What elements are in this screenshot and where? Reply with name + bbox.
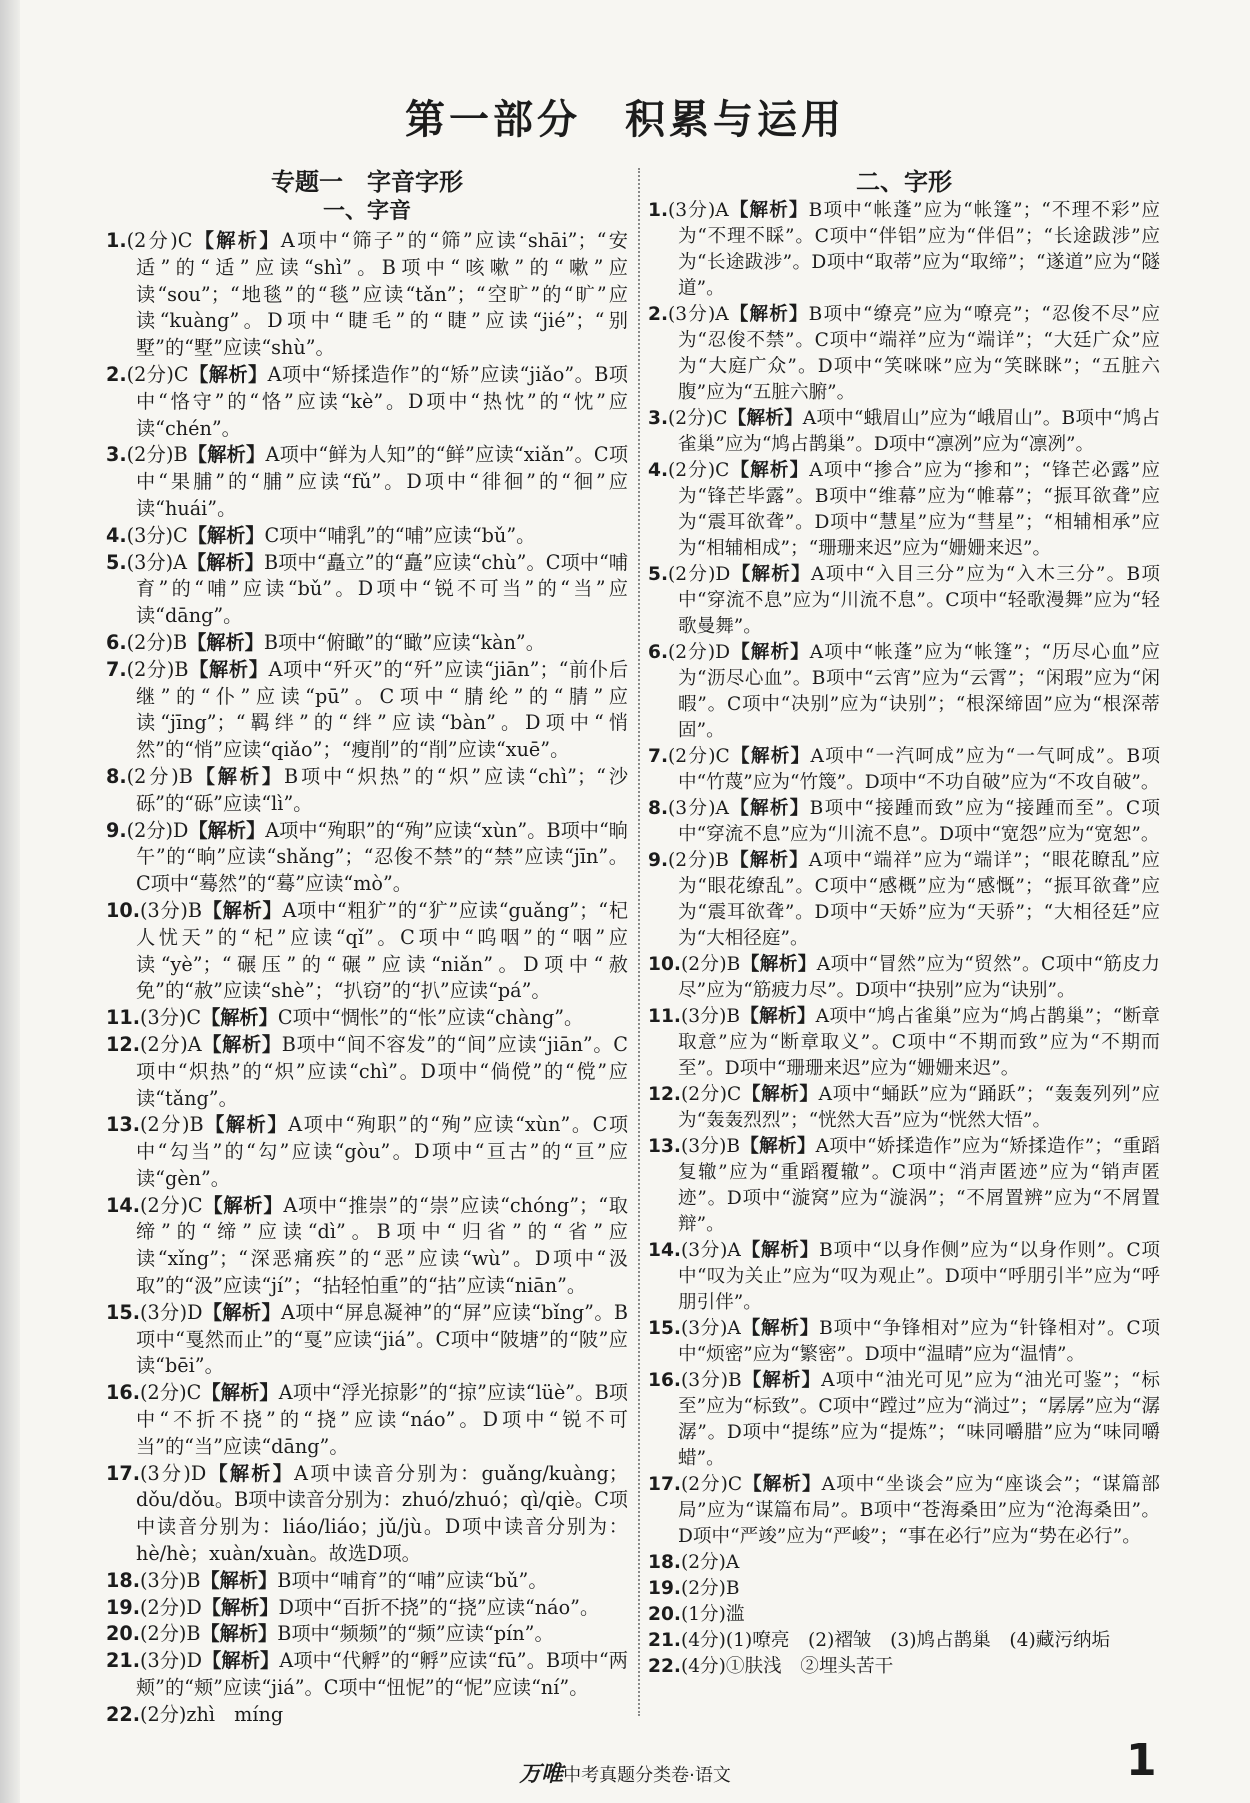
answer-item: [648, 458, 1160, 562]
answer-number: 12.: [648, 1084, 681, 1105]
answer-number: 18.: [648, 1552, 681, 1573]
analysis-text: B项中“频频”的“频”应读“pín”。: [277, 1622, 554, 1646]
analysis-text: A项中“歼灭”的“歼”应读“jiān”；“前仆后继”的“仆”应读“pū”。C项中“腈纶”的“腈”应读“jīng”；“羁绊”的“绊”应读“bàn”。D项中“悄然”的“悄”应读“qiǎo”；“瘦削”的“削”应读“xuē”。: [136, 657, 629, 762]
answer-number: 20.: [648, 1604, 681, 1625]
answer-item: [648, 1004, 1160, 1082]
answer-item: [648, 1576, 1160, 1602]
analysis-text: B项中“帐蓬”应为“帐篷”；“不理不彩”应为“不理不睬”。C项中“伴铝”应为“伴侣”；“长途跋涉”应为“长途跋涉”。D项中“取蒂”应为“取缔”；“遂道”应为“隧道”。: [678, 200, 1160, 299]
analysis-text: A项中“坐谈会”应为“座谈会”；“谋篇部局”应为“谋篇布局”。B项中“苍海桑田”应为“沧海桑田”。D项中“严竣”应为“严峻”；“事在必行”应为“势在必行”。: [678, 1474, 1160, 1547]
answer-item: [648, 1238, 1160, 1316]
analysis-tag: 【解析】: [192, 764, 284, 788]
answer-score: (2分)B: [680, 954, 741, 975]
answer-number: 17.: [648, 1474, 681, 1495]
analysis-tag: 【解析】: [741, 1370, 822, 1391]
analysis-text: B项中“炽热”的“炽”应读“chì”；“沙砾”的“砾”应读“lì”。: [136, 764, 629, 815]
answer-item: [648, 952, 1160, 1004]
answer-score: (3分)A: [668, 200, 729, 221]
answer-item: [106, 1005, 628, 1032]
answer-score: (2分)B: [126, 764, 193, 788]
answer-item: [648, 1550, 1160, 1576]
answer-item: [106, 1112, 628, 1192]
analysis-text: A项中“蛾眉山”应为“峨眉山”。B项中“鸠占雀巢”应为“鸠占鹊巢”。D项中“凛冽”应为“凛冽”。: [678, 408, 1160, 455]
analysis-text: A项中“筛子”的“筛”应读“shāi”；“安适”的“适”应读“shì”。B项中“咳嗽”的“嗽”应读“sou”；“地毯”的“毯”应读“tǎn”；“空旷”的“旷”应读“kuàng”。D项中“睫毛”的“睫”应读“jié”；“别墅”的“墅”应读“shù”。: [136, 229, 628, 360]
analysis-tag: 【解析】: [188, 818, 266, 842]
analysis-tag: 【解析】: [740, 954, 817, 975]
answer-number: 1.: [106, 229, 127, 252]
analysis-text: B项中“争锋相对”应为“针锋相对”。C项中“烦密”应为“繁密”。D项中“温晴”应为“温情”。: [678, 1318, 1160, 1365]
answer-number: 5.: [106, 550, 127, 574]
answer-item: [648, 198, 1160, 302]
analysis-tag: 【解析】: [206, 1461, 295, 1485]
answer-score: (2分)D: [140, 1595, 202, 1619]
footer-text: 中考真题分类卷·语文: [563, 1765, 731, 1786]
analysis-text: B项中“以身作侧”应为“以身作则”。C项中“叹为关止”应为“叹为观止”。D项中“呼朋引半”应为“呼朋引伴”。: [678, 1240, 1160, 1313]
answer-number: 16.: [648, 1370, 681, 1391]
analysis-text: C项中“惆怅”的“怅”应读“chàng”。: [277, 1006, 584, 1030]
answer-score: (2分)B: [680, 1578, 740, 1599]
answer-number: 1.: [648, 200, 669, 221]
analysis-tag: 【解析】: [729, 746, 811, 767]
answer-number: 13.: [106, 1113, 140, 1137]
analysis-text: A项中“蛹跃”应为“踊跃”；“轰轰列列”应为“轰轰烈烈”；“恍然大吾”应为“恍然大悟”。: [678, 1084, 1160, 1131]
analysis-tag: 【解析】: [728, 850, 809, 871]
analysis-text: A项中“一汽呵成”应为“一气呵成”。B项中“竹蔑”应为“竹篾”。D项中“不功自破”应为“不攻自破”。: [678, 746, 1160, 793]
analysis-tag: 【解析】: [201, 1032, 282, 1056]
analysis-tag: 【解析】: [186, 550, 264, 574]
analysis-text: C项中“哺乳”的“哺”应读“bǔ”。: [264, 523, 536, 547]
answer-score: (3分)D: [140, 1300, 203, 1324]
answer-score: (2分)C: [140, 1381, 202, 1405]
answer-score: (1分)滥: [680, 1604, 745, 1625]
analysis-text: B项中“接踵而致”应为“接踵而至”。C项中“穿流不息”应为“川流不息”。D项中“宽怨”应为“宽恕”。: [678, 798, 1160, 845]
answer-score: (3分)A: [668, 304, 729, 325]
answer-item: [648, 640, 1160, 744]
analysis-text: B项中“间不容发”的“间”应读“jiān”。C项中“炽热”的“炽”应读“chì”。D项中“倘傥”的“傥”应读“tǎng”。: [136, 1032, 628, 1110]
analysis-tag: 【解析】: [202, 1300, 281, 1324]
answer-number: 7.: [106, 657, 127, 681]
analysis-text: A项中“鸠占雀巢”应为“鸠占鹊巢”；“断章取意”应为“断章取义”。C项中“不期而致”应为“不期而至”。D项中“珊珊来迟”应为“姗姗来迟”。: [678, 1006, 1160, 1079]
answer-score: (2分)B: [126, 443, 188, 467]
answer-item: [648, 406, 1160, 458]
answer-score: (2分)C: [668, 408, 728, 429]
analysis-tag: 【解析】: [742, 1474, 822, 1495]
answer-number: 8.: [106, 764, 127, 788]
answer-score: (3分)A: [680, 1240, 741, 1261]
analysis-text: A项中“屏息凝神”的“屏”应读“bǐng”。B项中“戛然而止”的“戛”应读“jiá”。C项中“陂塘”的“陂”应读“bēi”。: [136, 1300, 628, 1378]
answer-score: (3分)B: [680, 1370, 742, 1391]
answer-score: (4分)(1)嘹亮 (2)褶皱 (3)鸠占鹊巢 (4)藏污纳垢: [680, 1630, 1111, 1651]
answer-number: 14.: [106, 1193, 140, 1217]
answer-score: (2分)A: [140, 1032, 202, 1056]
answer-score: (2分)D: [668, 642, 731, 663]
answer-score: (2分)B: [140, 1622, 201, 1646]
answer-score: (2分)C: [126, 362, 189, 386]
answer-score: (2分)C: [140, 1193, 203, 1217]
answer-item: [106, 550, 628, 630]
analysis-tag: 【解析】: [188, 362, 268, 386]
left-section-title: 专题一 字音字形: [271, 168, 463, 196]
analysis-tag: 【解析】: [740, 1240, 820, 1261]
analysis-tag: 【解析】: [730, 642, 810, 663]
right-section-title: 二、字形: [856, 168, 952, 196]
answer-number: 22.: [648, 1656, 681, 1677]
left-answer-list: [106, 228, 628, 1729]
answer-number: 19.: [106, 1595, 140, 1619]
analysis-tag: 【解析】: [188, 657, 269, 681]
answer-number: 2.: [106, 362, 127, 386]
analysis-text: A项中“矫揉造作”的“矫”应读“jiǎo”。B项中“恪守”的“恪”应读“kè”。D项中“热忱”的“忱”应读“chén”。: [136, 362, 628, 440]
answer-item: [106, 1032, 628, 1112]
answer-item: [106, 523, 628, 550]
answer-item: [106, 1568, 628, 1595]
answer-item: [106, 630, 628, 657]
answer-number: 12.: [106, 1032, 140, 1056]
analysis-text: A项中“鲜为人知”的“鲜”应读“xiǎn”。C项中“果脯”的“脯”应读“fǔ”。D项中“徘徊”的“徊”应读“huái”。: [136, 443, 629, 520]
answer-number: 9.: [106, 818, 127, 842]
analysis-text: A项中“推崇”的“崇”应读“chóng”；“取缔”的“缔”应读“dì”。B项中“归省”的“省”应读“xǐng”；“深恶痛疾”的“恶”应读“wù”。D项中“汲取”的“汲”应读“jí”；“拈轻怕重”的“拈”应读“niān”。: [136, 1193, 628, 1298]
answer-number: 18.: [106, 1568, 140, 1592]
analysis-text: A项中“帐蓬”应为“帐篷”；“历尽心血”应为“沥尽心血”。B项中“云宵”应为“云霄”；“闲瑕”应为“闲暇”。C项中“决别”应为“诀别”；“根深缔固”应为“根深蒂固”。: [678, 642, 1160, 741]
answer-number: 20.: [106, 1622, 140, 1646]
answer-score: (3分)A: [126, 550, 187, 574]
analysis-text: D项中“百折不挠”的“挠”应读“náo”。: [278, 1595, 600, 1619]
answer-number: 6.: [106, 630, 127, 654]
analysis-tag: 【解析】: [187, 443, 266, 467]
answer-item: [106, 818, 628, 898]
page-binding-edge: [0, 0, 20, 1803]
answer-score: (3分)D: [140, 1649, 202, 1673]
answer-item: [648, 796, 1160, 848]
analysis-tag: 【解析】: [728, 200, 809, 221]
page-title: 第一部分 积累与运用: [405, 97, 845, 143]
left-section-subtitle: 一、字音: [322, 199, 411, 224]
analysis-tag: 【解析】: [741, 1084, 819, 1105]
analysis-text: A项中“冒然”应为“贸然”。C项中“筋皮力尽”应为“筋疲力尽”。D项中“抉别”应为“诀别”。: [678, 954, 1160, 1001]
analysis-tag: 【解析】: [203, 1113, 289, 1137]
answer-item: [106, 764, 628, 818]
analysis-tag: 【解析】: [730, 564, 811, 585]
answer-number: 11.: [648, 1006, 681, 1027]
analysis-text: A项中读音分别为：guǎng/kuàng；dǒu/dǒu。B项中读音分别为：zhuó/zhuó；qì/qiè。C项中读音分别为：liáo/liáo；jǔ/jù。D项中读音分别为：hè/hè；xuàn/xuàn。故选D项。: [136, 1461, 628, 1566]
answer-score: (3分)B: [140, 898, 202, 922]
answer-item: [648, 744, 1160, 796]
answer-score: (2分)D: [126, 818, 189, 842]
answer-item: [106, 442, 628, 522]
answer-item: [648, 848, 1160, 952]
answer-number: 16.: [106, 1381, 140, 1405]
answer-item: [648, 562, 1160, 640]
answer-score: (2分)B: [126, 630, 188, 654]
analysis-tag: 【解析】: [201, 1595, 279, 1619]
answer-number: 17.: [106, 1461, 140, 1485]
answer-number: 22.: [106, 1702, 140, 1726]
answer-item: [648, 1602, 1160, 1628]
analysis-tag: 【解析】: [187, 630, 264, 654]
answer-number: 6.: [648, 642, 669, 663]
answer-number: 5.: [648, 564, 669, 585]
answer-item: [106, 362, 628, 442]
answer-item: [106, 657, 628, 764]
analysis-text: A项中“入目三分”应为“入木三分”。B项中“穿流不息”应为“川流不息”。C项中“轻歌漫舞”应为“轻歌曼舞”。: [678, 564, 1160, 637]
answer-score: (3分)B: [680, 1136, 741, 1157]
answer-item: [648, 1082, 1160, 1134]
column-divider: [638, 168, 640, 1716]
answer-number: 4.: [106, 523, 127, 547]
answer-number: 9.: [648, 850, 669, 871]
answer-item: [648, 1654, 1160, 1680]
answer-item: [106, 1648, 628, 1702]
answer-score: (2分)C: [668, 460, 730, 481]
answer-item: [648, 1368, 1160, 1472]
answer-score: (2分)A: [680, 1552, 740, 1573]
answer-number: 3.: [648, 408, 669, 429]
analysis-tag: 【解析】: [201, 1381, 279, 1405]
analysis-tag: 【解析】: [740, 1136, 816, 1157]
answer-number: 8.: [648, 798, 669, 819]
analysis-tag: 【解析】: [729, 460, 810, 481]
answer-score: (3分)A: [680, 1318, 741, 1339]
page-footer: [0, 1757, 1250, 1788]
answer-item: [106, 898, 628, 1005]
right-column: [648, 166, 1160, 1680]
answer-number: 11.: [106, 1006, 140, 1030]
analysis-text: B项中“俯瞰”的“瞰”应读“kàn”。: [263, 630, 545, 654]
answer-item: [106, 1193, 628, 1300]
answer-number: 10.: [648, 954, 681, 975]
answer-number: 15.: [106, 1300, 140, 1324]
answer-score: (2分)C: [126, 229, 193, 252]
answer-score: (2分)C: [668, 746, 730, 767]
answer-number: 7.: [648, 746, 669, 767]
analysis-text: A项中“浮光掠影”的“掠”应读“lüè”。B项中“不折不挠”的“挠”应读“náo”。D项中“锐不可当”的“当”应读“dāng”。: [136, 1381, 628, 1458]
footer-brand-logo: 万唯: [519, 1762, 564, 1787]
answer-item: [106, 1702, 628, 1729]
analysis-tag: 【解析】: [740, 1318, 820, 1339]
analysis-tag: 【解析】: [201, 1006, 278, 1030]
answer-score: (3分)C: [126, 523, 188, 547]
analysis-tag: 【解析】: [728, 798, 810, 819]
answer-score: (2分)D: [668, 564, 731, 585]
answer-item: [648, 1316, 1160, 1368]
answer-number: 3.: [106, 443, 127, 467]
answer-score: (3分)A: [668, 798, 729, 819]
answer-item: [648, 1628, 1160, 1654]
right-answer-list: [648, 198, 1160, 1680]
analysis-text: A项中“殉职”的“殉”应读“xùn”。C项中“勾当”的“勾”应读“gòu”。D项中“亘古”的“亘”应读“gèn”。: [136, 1113, 629, 1190]
answer-number: 21.: [106, 1649, 140, 1673]
answer-score: (3分)B: [680, 1006, 741, 1027]
analysis-tag: 【解析】: [727, 408, 803, 429]
answer-number: 15.: [648, 1318, 681, 1339]
answer-score: (2分)B: [126, 657, 189, 681]
answer-score: (3分)B: [140, 1568, 201, 1592]
analysis-text: A项中“端祥”应为“端详”；“眼花瞭乱”应为“眼花缭乱”。C项中“感概”应为“感慨”；“振耳欲聋”应为“震耳欲聋”。D项中“天娇”应为“天骄”；“大相径廷”应为“大相径庭”。: [678, 850, 1160, 949]
analysis-tag: 【解析】: [728, 304, 809, 325]
analysis-text: A项中“油光可见”应为“油光可鉴”；“标至”应为“标致”。C项中“蹚过”应为“淌过”；“孱孱”应为“潺潺”。D项中“提练”应为“提炼”；“味同嚼腊”应为“味同嚼蜡”。: [678, 1370, 1160, 1469]
analysis-text: B项中“矗立”的“矗”应读“chù”。C项中“哺育”的“哺”应读“bǔ”。D项中“锐不可当”的“当”应读“dāng”。: [136, 550, 628, 628]
answer-item: [648, 302, 1160, 406]
answer-number: 2.: [648, 304, 669, 325]
answer-item: [648, 1134, 1160, 1238]
answer-number: 13.: [648, 1136, 681, 1157]
answer-score: (3分)D: [140, 1461, 207, 1485]
answer-number: 4.: [648, 460, 669, 481]
answer-item: [106, 1300, 628, 1380]
answer-item: [106, 1461, 628, 1568]
answer-score: (4分)①肤浅 ②埋头苦干: [680, 1656, 894, 1677]
analysis-text: B项中“缭亮”应为“嘹亮”；“忍俊不尽”应为“忍俊不禁”。C项中“端祥”应为“端详”；“大廷广众”应为“大庭广众”。D项中“笑咪咪”应为“笑眯眯”；“五脏六腹”应为“五脏六腑”。: [678, 304, 1160, 403]
answer-item: [106, 1621, 628, 1648]
answer-number: 21.: [648, 1630, 681, 1651]
analysis-tag: 【解析】: [202, 1649, 280, 1673]
analysis-text: A项中“掺合”应为“掺和”；“锋芒必露”应为“锋芒毕露”。B项中“维幕”应为“帷幕”；“振耳欲聋”应为“震耳欲聋”。D项中“慧星”应为“彗星”；“相辅相承”应为“相辅相成”；“珊珊来迟”应为“姗姗来迟”。: [678, 460, 1160, 559]
analysis-text: B项中“哺育”的“哺”应读“bǔ”。: [277, 1568, 548, 1592]
analysis-text: A项中“娇揉造作”应为“矫揉造作”；“重蹈复辙”应为“重蹈覆辙”。C项中“消声匿迹”应为“销声匿迹”。D项中“漩窝”应为“漩涡”；“不屑置辨”应为“不屑置辩”。: [678, 1136, 1160, 1235]
answer-score: (2分)zhì míng: [140, 1702, 284, 1726]
left-column: [106, 166, 628, 1729]
answer-item: [106, 1380, 628, 1460]
answer-number: 19.: [648, 1578, 681, 1599]
analysis-tag: 【解析】: [192, 229, 281, 252]
answer-score: (2分)B: [668, 850, 729, 871]
answer-score: (2分)C: [680, 1474, 743, 1495]
analysis-tag: 【解析】: [201, 898, 283, 922]
analysis-tag: 【解析】: [200, 1622, 278, 1646]
analysis-text: A项中“代孵”的“孵”应读“fū”。B项中“两颊”的“颊”应读“jiá”。C项中“忸怩”的“怩”应读“ní”。: [136, 1649, 628, 1700]
analysis-tag: 【解析】: [200, 1568, 278, 1592]
answer-item: [648, 1472, 1160, 1550]
answer-score: (3分)C: [140, 1006, 202, 1030]
answer-item: [106, 228, 628, 362]
answer-item: [106, 1595, 628, 1622]
analysis-tag: 【解析】: [740, 1006, 816, 1027]
answer-score: (2分)C: [680, 1084, 742, 1105]
analysis-text: A项中“殉职”的“殉”应读“xùn”。B项中“晌午”的“晌”应读“shǎng”；“忍俊不禁”的“禁”应读“jīn”。C项中“蓦然”的“蓦”应读“mò”。: [136, 818, 628, 896]
answer-number: 10.: [106, 898, 140, 922]
analysis-text: A项中“粗犷”的“犷”应读“guǎng”；“杞人忧天”的“杞”应读“qǐ”。C项中“呜咽”的“咽”应读“yè”；“碾压”的“碾”应读“niǎn”。D项中“赦免”的“赦”应读“shè”；“扒窃”的“扒”应读“pá”。: [136, 898, 629, 1003]
analysis-tag: 【解析】: [202, 1193, 284, 1217]
analysis-tag: 【解析】: [187, 523, 265, 547]
answer-score: (2分)B: [140, 1113, 204, 1137]
page-number: 1: [1126, 1735, 1157, 1786]
answer-number: 14.: [648, 1240, 681, 1261]
